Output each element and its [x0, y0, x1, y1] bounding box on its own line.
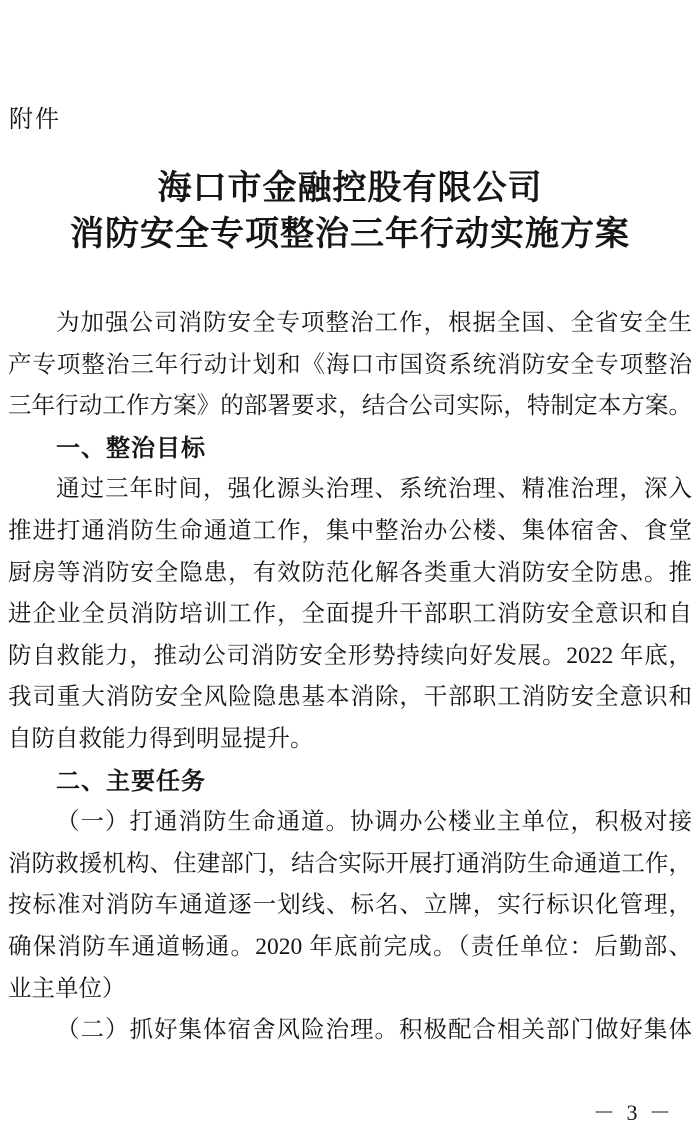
task-1-paragraph-line: （一）打通消防生命通道。协调办公楼业主单位，积极对接 — [56, 809, 692, 836]
section-1-paragraph-line: 防自救能力，推动公司消防安全形势持续向好发展。2022 年底， — [8, 642, 692, 669]
section-1-paragraph-line: 我司重大消防安全风险隐患基本消除，干部职工消防安全意识和 — [8, 684, 692, 711]
document-title — [0, 166, 700, 258]
section-1-paragraph-line: 通过三年时间，强化源头治理、系统治理、精准治理，深入 — [56, 476, 692, 503]
section-1-paragraph-line: 厨房等消防安全隐患，有效防范化解各类重大消防安全防患。推 — [8, 559, 692, 586]
title-line-2: 消防安全专项整治三年行动实施方案 — [70, 216, 630, 253]
task-1-paragraph-line: 确保消防车通道畅通。2020 年底前完成。（责任单位：后勤部、 — [8, 933, 692, 960]
intro-paragraph-line: 产专项整治三年行动计划和《海口市国资系统消防安全专项整治 — [8, 351, 692, 378]
document-body — [8, 303, 692, 1052]
intro-paragraph-line: 三年行动工作方案》的部署要求，结合公司实际，特制定本方案。 — [8, 393, 692, 420]
section-1-heading: 一、整治目标 — [56, 434, 206, 462]
page-number: － 3 － — [592, 1100, 674, 1125]
task-1-paragraph-line: 按标准对消防车通道逐一划线、标名、立牌，实行标识化管理， — [8, 892, 692, 919]
task-1-paragraph-line: 消防救援机构、住建部门，结合实际开展打通消防生命通道工作， — [8, 850, 692, 877]
title-line-1: 海口市金融控股有限公司 — [157, 170, 543, 207]
task-2-paragraph-line: （二）抓好集体宿舍风险治理。积极配合相关部门做好集体 — [56, 1017, 692, 1044]
section-2-heading: 二、主要任务 — [56, 767, 206, 795]
section-1-paragraph-line: 自防自救能力得到明显提升。 — [8, 725, 314, 752]
task-1-paragraph-line: 业主单位） — [8, 975, 126, 1002]
attachment-label: 附件 — [9, 107, 61, 133]
intro-paragraph-line: 为加强公司消防安全专项整治工作，根据全国、全省安全生 — [56, 310, 692, 336]
section-1-paragraph-line: 推进打通消防生命通道工作，集中整治办公楼、集体宿舍、食堂 — [8, 517, 692, 544]
section-1-paragraph-line: 进企业全员消防培训工作，全面提升干部职工消防安全意识和自 — [8, 601, 692, 628]
